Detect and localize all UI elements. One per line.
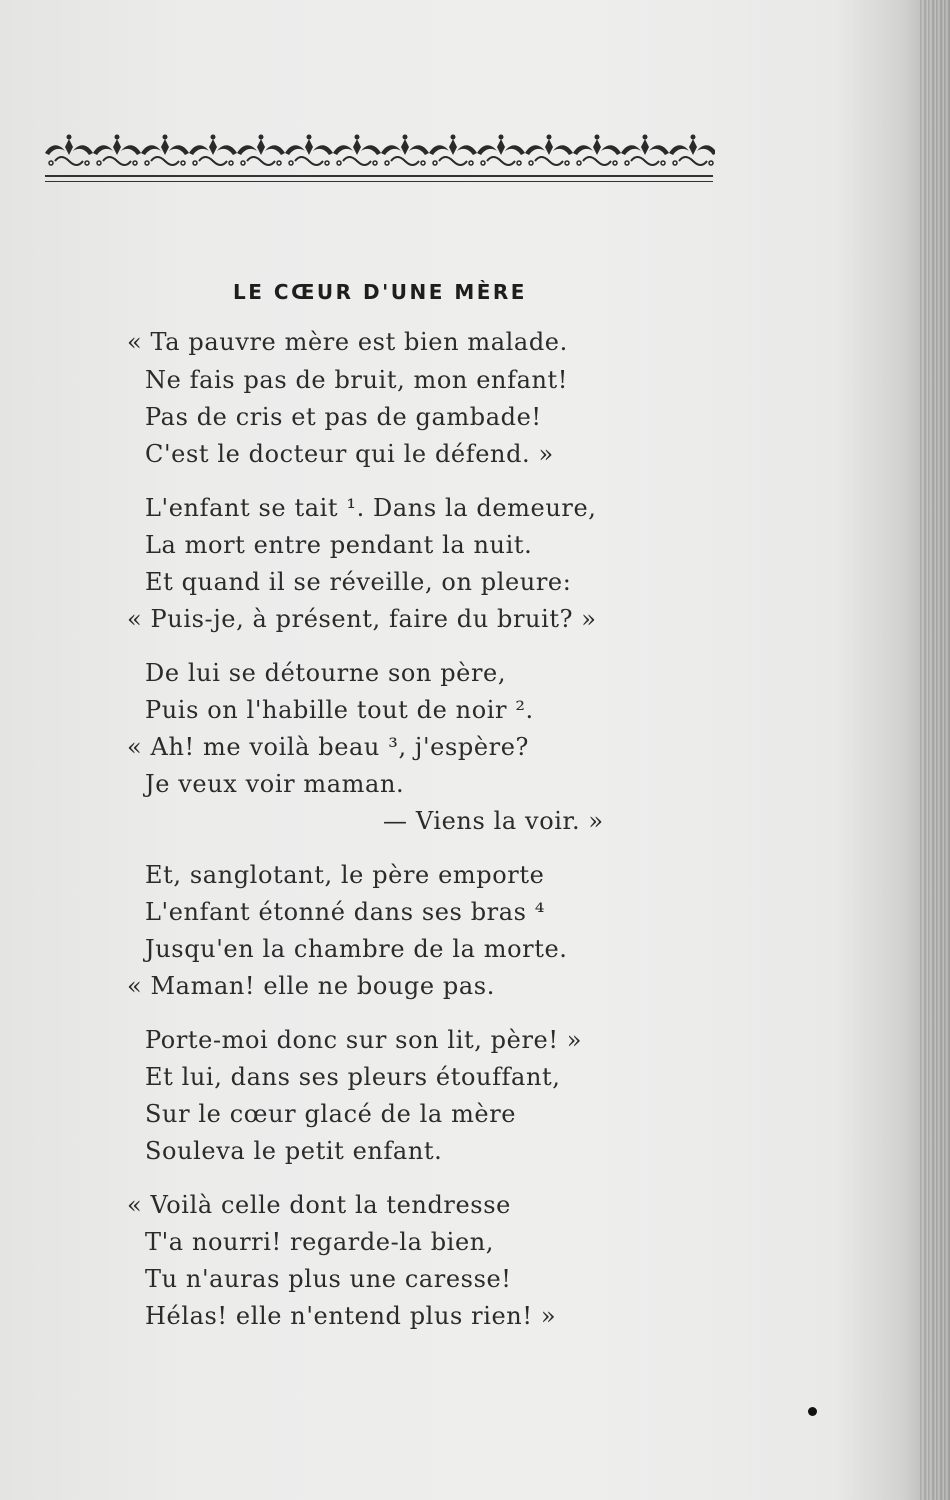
poem-line: « Puis-je, à présent, faire du bruit? » <box>127 605 597 633</box>
poem-line: Sur le cœur glacé de la mère <box>145 1100 517 1128</box>
poem-line: — Viens la voir. » <box>383 807 604 835</box>
poem-title: LE CŒUR D'UNE MÈRE <box>233 280 527 304</box>
poem-line: C'est le docteur qui le défend. » <box>145 440 554 468</box>
poem-line: Et, sanglotant, le père emporte <box>145 861 545 889</box>
poem-line: De lui se détourne son père, <box>145 659 507 687</box>
poem-line: « Ah! me voilà beau ³, j'espère? <box>127 733 529 761</box>
poem-line: Jusqu'en la chambre de la morte. <box>145 935 568 963</box>
poem-line: Hélas! elle n'entend plus rien! » <box>145 1302 557 1330</box>
poem-line: L'enfant étonné dans ses bras ⁴ <box>145 898 546 926</box>
poem-line: Ne fais pas de bruit, mon enfant! <box>145 366 569 394</box>
poem-line: La mort entre pendant la nuit. <box>145 531 533 559</box>
poem-line: T'a nourri! regarde-la bien, <box>145 1228 495 1256</box>
poem-line: L'enfant se tait ¹. Dans la demeure, <box>145 494 597 522</box>
poem-line: Et lui, dans ses pleurs étouffant, <box>145 1063 561 1091</box>
poem-line: « Ta pauvre mère est bien malade. <box>127 328 568 356</box>
poem-line: « Voilà celle dont la tendresse <box>127 1191 511 1219</box>
poem-line: Porte-moi donc sur son lit, père! » <box>145 1026 583 1054</box>
poem-line: Je veux voir maman. <box>145 770 405 798</box>
poem-line: Puis on l'habille tout de noir ². <box>145 696 534 724</box>
poem-line: « Maman! elle ne bouge pas. <box>127 972 495 1000</box>
poem-line: Souleva le petit enfant. <box>145 1137 443 1165</box>
poem-line: Et quand il se réveille, on pleure: <box>145 568 572 596</box>
poem-line: Pas de cris et pas de gambade! <box>145 403 542 431</box>
poem-line: Tu n'auras plus une caresse! <box>145 1265 512 1293</box>
ink-dot <box>808 1407 817 1416</box>
